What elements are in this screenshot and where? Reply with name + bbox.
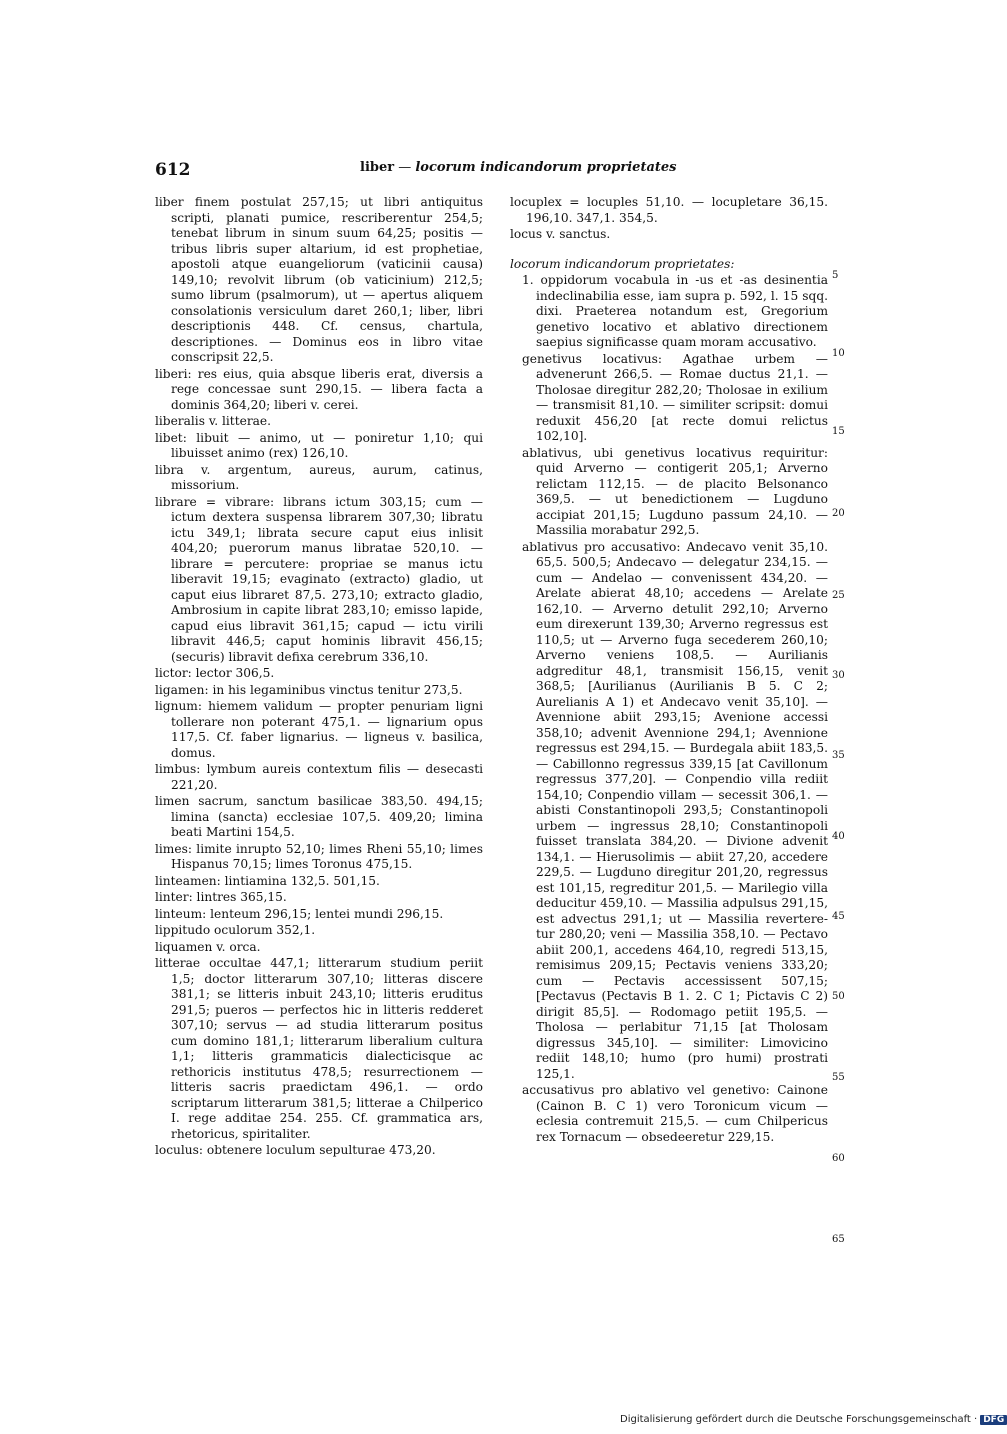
entry-loculus: loculus: obtenere loculum sepulturae 473,20. xyxy=(155,1143,436,1157)
entry-locus: locus v. sanctus. xyxy=(510,227,611,241)
line-number: 35 xyxy=(832,750,845,761)
entry-locuplex: locuplex = locuples 51,10. — locupletare 36,15. 196,10. 347,1. 354,5. xyxy=(510,195,828,225)
left-column xyxy=(155,195,483,1160)
running-title-subject: locorum indicandorum proprietates xyxy=(415,160,677,175)
line-number: 65 xyxy=(832,1234,845,1245)
entry-librare: librare = vibrare: librans ictum 303,15; cum — ictum dextera suspensa librarem 307,30; libratu ictu 349,1; librata secure caput eius inlisit 404,20; puerorum manus libratae 520,10. — librare = percutere: propriae se manus ictu liberavit 19,15; evaginato (extracto) gladio, ut caput eius libraret 87,5. 273,10; extracto gladio, Ambrosium in capite librat 283,10; emisso lapide, capud eius libravit 361,15; capud — ictu virili libravit 446,5; caput hominis libravit 456,15; (securis) libravit defixa cerebrum 336,10. xyxy=(155,494,483,664)
entry-limen: limen sacrum, sanctum basilicae 383,50. 494,15; limina (sancta) ecclesiae 107,5. 409,20; limina beati Martini 154,5. xyxy=(155,794,483,839)
entry-linteamen: linteamen: lintiamina 132,5. 501,15. xyxy=(155,873,380,888)
entry-liberi: liberi: res eius, quia absque liberis erat, diversis a rege concessae sunt 290,15. — libera facta a dominis 364,20; liberi v. cerei. xyxy=(155,366,483,412)
line-number: 45 xyxy=(832,911,845,922)
section-intro: 1. oppidorum vocabula in -us et -as desinentia indeclinabilia esse, iam supra p. 592, l. 15 sqq. dixi. Praeterea notandum est, Gregorium genetivo locativo et ablativo directionem saepius significasse quam moram accusativo. xyxy=(522,273,828,349)
subsection-genetivus-locativus: genetivus locativus: Agathae urbem — advenerunt 266,5. — Romae ductus 21,1. — Tholosae diregitur 282,20; Tholosae in exilium — transmisit 81,10. — similiter scripsit: domui reduxit 456,20 [at recte domui relictus 102,10]. xyxy=(522,351,828,443)
running-title xyxy=(360,160,676,175)
entry-liberalis: liberalis v. litterae. xyxy=(155,414,271,428)
line-number: 40 xyxy=(832,831,845,842)
entry-lignum: lignum: hiemem validum — propter penuriam ligni tollerare non poterant 475,1. — lignarium opus 117,5. Cf. faber lignarius. — ligneus v. basilica, domus. xyxy=(155,699,483,760)
entry-libra: libra v. argentum, aureus, aurum, catinus, missorium. xyxy=(155,462,483,492)
entry-liber: liber finem postulat 257,15; ut libri antiquitus scripti, planati pumice, rescriberentur 254,5; tenebat librum in sinum suum 64,25; positis — tribus libris super altarium, id est prophetiae, apostoli atque euangeliorum (vaticinii causa) 149,10; revolvit librum (ob vaticinium) 212,5; sumo librum (psalmorum), ut — apertus aliquem consolationis versiculum daret 260,1; liber, libri descriptionis 448. Cf. census, chartula, descriptiones. — Dominus eos in libro vitae conscripsit 22,5. xyxy=(155,195,483,364)
subsection-ablativus-pro-accusativo: ablativus pro accusativo: Andecavo venit 35,10. 65,5. 500,5; Andecavo — delegatur 234,15. — cum — Andelao — convenissent 434,20. — Arelate abierat 48,10; accedens — Arelate 162,10. — Arverno detulit 292,10; Arverno eum direxerunt 139,30; Arverno regressus est 110,5; ut — Arverno fuga secederem 260,10; Arverno veniens 108,5. — Aurilianis adgreditur 48,1, transmisit 156,15, venit 368,5; [Aurilianus (Aurilianis B 5. C 2; Aurelianis A 1) et Andecavo venit 35,10]. — Avennione abiit 293,15; Avenione accessi 358,10; advenit Avennione 294,1; Avennione regressus est 294,15. — Burdegala abiit 183,5. — Cabillonno regressus 339,15 [at Cavillonum regressus 377,20]. — Conpendio villa rediit 154,10; Conpendio villam — secessit 306,1. — abisti Constantinopoli 293,5; Constantinopoli urbem — ingressus 28,10; Constantinopoli fuisset translata 384,20. — Divione advenit 134,1. — Hierusolimis — abiit 27,20, accedere 229,5. — Lugduno diregitur 201,20, regressus est 101,15, regreditur 201,5. — Marilegio villa deducitur 459,10. — Massilia adpulsus 291,15, est advectus 291,1; ut — Massilia revertere-tur 280,20; veni — Massilia 358,10. — Pectavo abiit 200,1, accedens 464,10, regredi 513,15, remisimus 209,15; Pectavis veniens 333,20; cum — Pectavis accessissent 507,15; [Pectavus (Pectavis B 1. 2. C 1; Pictavis C 2) dirigit 85,5]. — Rodomago petiit 195,5. — Tholosa — perlabitur 71,15 [at Tholosam digressus 345,10]. — similiter: Limovicino rediit 148,10; humo (pro humi) prostrati 125,1. xyxy=(522,539,828,1081)
line-number: 20 xyxy=(832,508,845,519)
line-number: 60 xyxy=(832,1153,845,1164)
subsection-ablativus-locativus: ablativus, ubi genetivus locativus requiritur: quid Arverno — contigerit 205,1; Arverno relictam 112,15. — de placito Belsonanco 369,5. — ut benedictionem — Lugduno accipiat 201,15; Lugduno passum 24,10. — Massilia morabatur 292,5. xyxy=(522,445,828,537)
entry-linter: linter: lintres 365,15. xyxy=(155,890,287,904)
line-number: 50 xyxy=(832,991,845,1002)
entry-ligamen: ligamen: in his legaminibus vinctus tenitur 273,5. xyxy=(155,682,463,697)
digitization-credit xyxy=(620,1414,1007,1425)
entry-linteum: linteum: lenteum 296,15; lentei mundi 296,15. xyxy=(155,906,444,921)
entry-limbus: limbus: lymbum aureis contextum filis — desecasti 221,20. xyxy=(155,762,483,792)
line-number: 15 xyxy=(832,426,845,437)
dfg-logo: DFG xyxy=(980,1415,1007,1425)
entry-liquamen: liquamen v. orca. xyxy=(155,939,261,954)
running-title-lemma: liber xyxy=(360,160,395,175)
subsection-accusativus-pro-ablativo: accusativus pro ablativo vel genetivo: Cainone (Cainon B. C 1) vero Toronicum vicum — eclesia contremuit 215,5. — cum Chilpericus rex Tornacum — obsedeeretur 229,15. xyxy=(522,1083,828,1144)
section-heading-locorum: locorum indicandorum proprietates: xyxy=(510,256,735,271)
page-number: 612 xyxy=(155,160,191,180)
entry-libet: libet: libuit — animo, ut — poniretur 1,10; qui libuisset animo (rex) 126,10. xyxy=(155,430,483,460)
entry-lippitudo: lippitudo oculorum 352,1. xyxy=(155,923,316,937)
line-number: 55 xyxy=(832,1072,845,1083)
credit-text: Digitalisierung gefördert durch die Deutsche Forschungsgemeinschaft · xyxy=(620,1414,978,1425)
entry-limes: limes: limite inrupto 52,10; limes Rheni 55,10; limes Hispanus 70,15; limes Toronus 475,15. xyxy=(155,841,483,871)
line-number: 30 xyxy=(832,670,845,681)
entry-litterae: litterae occultae 447,1; litterarum studium periit 1,5; doctor litterarum 307,10; litteras discere 381,1; se litteris inbuit 243,10; litteris eruditus 291,5; pueros — perfectos hic in litteris redderet 307,10; servus — ad studia litterarum positus cum domino 181,1; litterarum liberalium cultura 1,1; litteris grammaticis dialecticisque ac rethoricis institutus 478,5; resurrectionem — litteris sacris praedictam 496,1. — ordo scriptarum litterarum 381,5; litterae a Chilperico I. rege additae 254. 255. Cf. grammatica ars, rhetoricus, spiritaliter. xyxy=(155,956,483,1141)
running-title-dash: — xyxy=(394,160,416,175)
right-column xyxy=(510,195,828,1146)
entry-lictor: lictor: lector 306,5. xyxy=(155,666,275,680)
line-number: 10 xyxy=(832,348,845,359)
line-number: 5 xyxy=(832,270,839,281)
line-number: 25 xyxy=(832,590,845,601)
